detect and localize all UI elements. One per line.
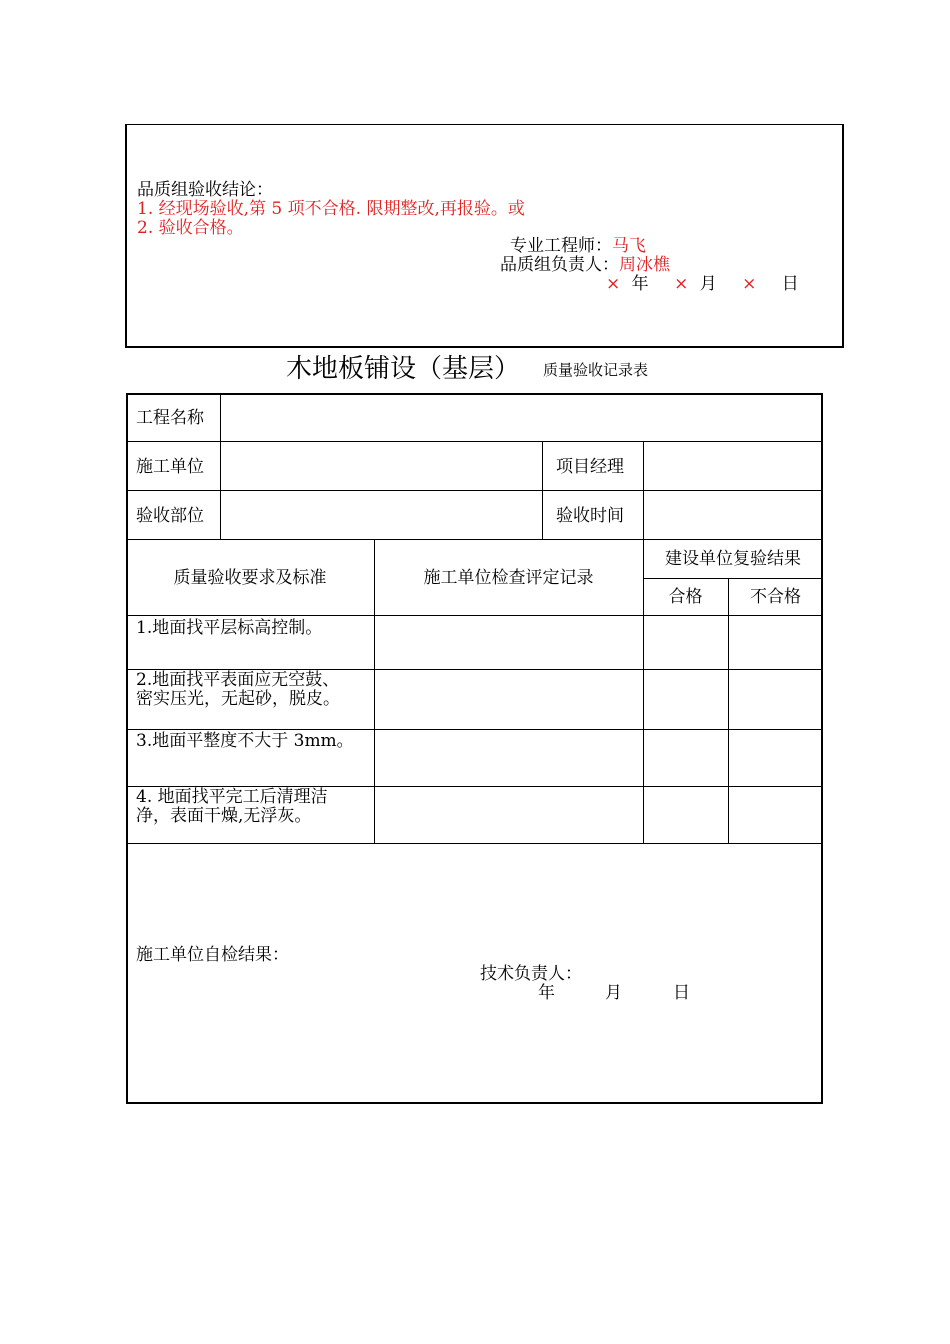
acceptance-part-label: 验收部位	[136, 506, 204, 526]
conclusion-label: 品质组验收结论：	[137, 180, 273, 200]
conclusion-line-2: 2. 验收合格。	[137, 218, 244, 238]
col-fail-header: 不合格	[750, 587, 801, 607]
col-pass-header: 合格	[668, 587, 703, 607]
day-mark: ×	[742, 274, 757, 294]
row-divider	[126, 539, 823, 540]
form-subtitle: 质量验收记录表	[543, 361, 649, 379]
col-divider	[643, 441, 644, 540]
list-item: 1.地面找平层标高控制。	[136, 618, 323, 638]
tech-leader-label: 技术负责人：	[480, 964, 582, 984]
row-divider	[126, 843, 823, 844]
row-divider	[126, 490, 823, 491]
col-requirements-header: 质量验收要求及标准	[173, 568, 327, 588]
engineer-signature	[510, 236, 646, 256]
year-label: 年	[631, 274, 649, 294]
self-check-year: 年	[538, 983, 555, 1003]
self-check-label: 施工单位自检结果：	[136, 945, 289, 965]
year-mark: ×	[606, 274, 621, 294]
col-divider	[728, 578, 729, 843]
acceptance-time-label: 验收时间	[556, 506, 624, 526]
row-divider	[126, 729, 823, 730]
row-divider	[643, 578, 823, 579]
conclusion-line-1: 1. 经现场验收,第 5 项不合格. 限期整改,再报验。或	[137, 199, 525, 219]
project-name-label: 工程名称	[136, 408, 204, 428]
list-item: 3.地面平整度不大于 3mm。	[136, 731, 354, 751]
self-check-month: 月	[605, 983, 622, 1003]
month-label: 月	[699, 274, 717, 294]
col-recheck-header: 建设单位复验结果	[665, 549, 801, 569]
list-item: 2.地面找平表面应无空鼓、	[136, 670, 340, 690]
self-check-day: 日	[673, 983, 690, 1003]
engineer-label: 专业工程师：	[510, 236, 612, 256]
day-label: 日	[781, 274, 799, 294]
list-item: 4. 地面找平完工后清理洁	[136, 787, 328, 807]
construction-unit-label: 施工单位	[136, 457, 204, 477]
leader-signature	[500, 255, 670, 275]
month-mark: ×	[674, 274, 689, 294]
form-title: 木地板铺设（基层）	[286, 354, 521, 384]
col-divider	[643, 539, 644, 843]
col-divider	[542, 441, 543, 540]
list-item-continued: 密实压光，无起砂，脱皮。	[136, 689, 340, 709]
col-divider	[220, 393, 221, 540]
row-divider	[126, 615, 823, 616]
conclusion-date	[606, 274, 799, 294]
col-check-record-header: 施工单位检查评定记录	[423, 568, 594, 588]
list-item-continued: 净，表面干燥,无浮灰。	[136, 806, 312, 826]
leader-label: 品质组负责人：	[500, 255, 619, 275]
leader-name: 周冰樵	[619, 255, 670, 275]
project-manager-label: 项目经理	[556, 457, 624, 477]
row-divider	[126, 441, 823, 442]
engineer-name: 马飞	[612, 236, 646, 256]
